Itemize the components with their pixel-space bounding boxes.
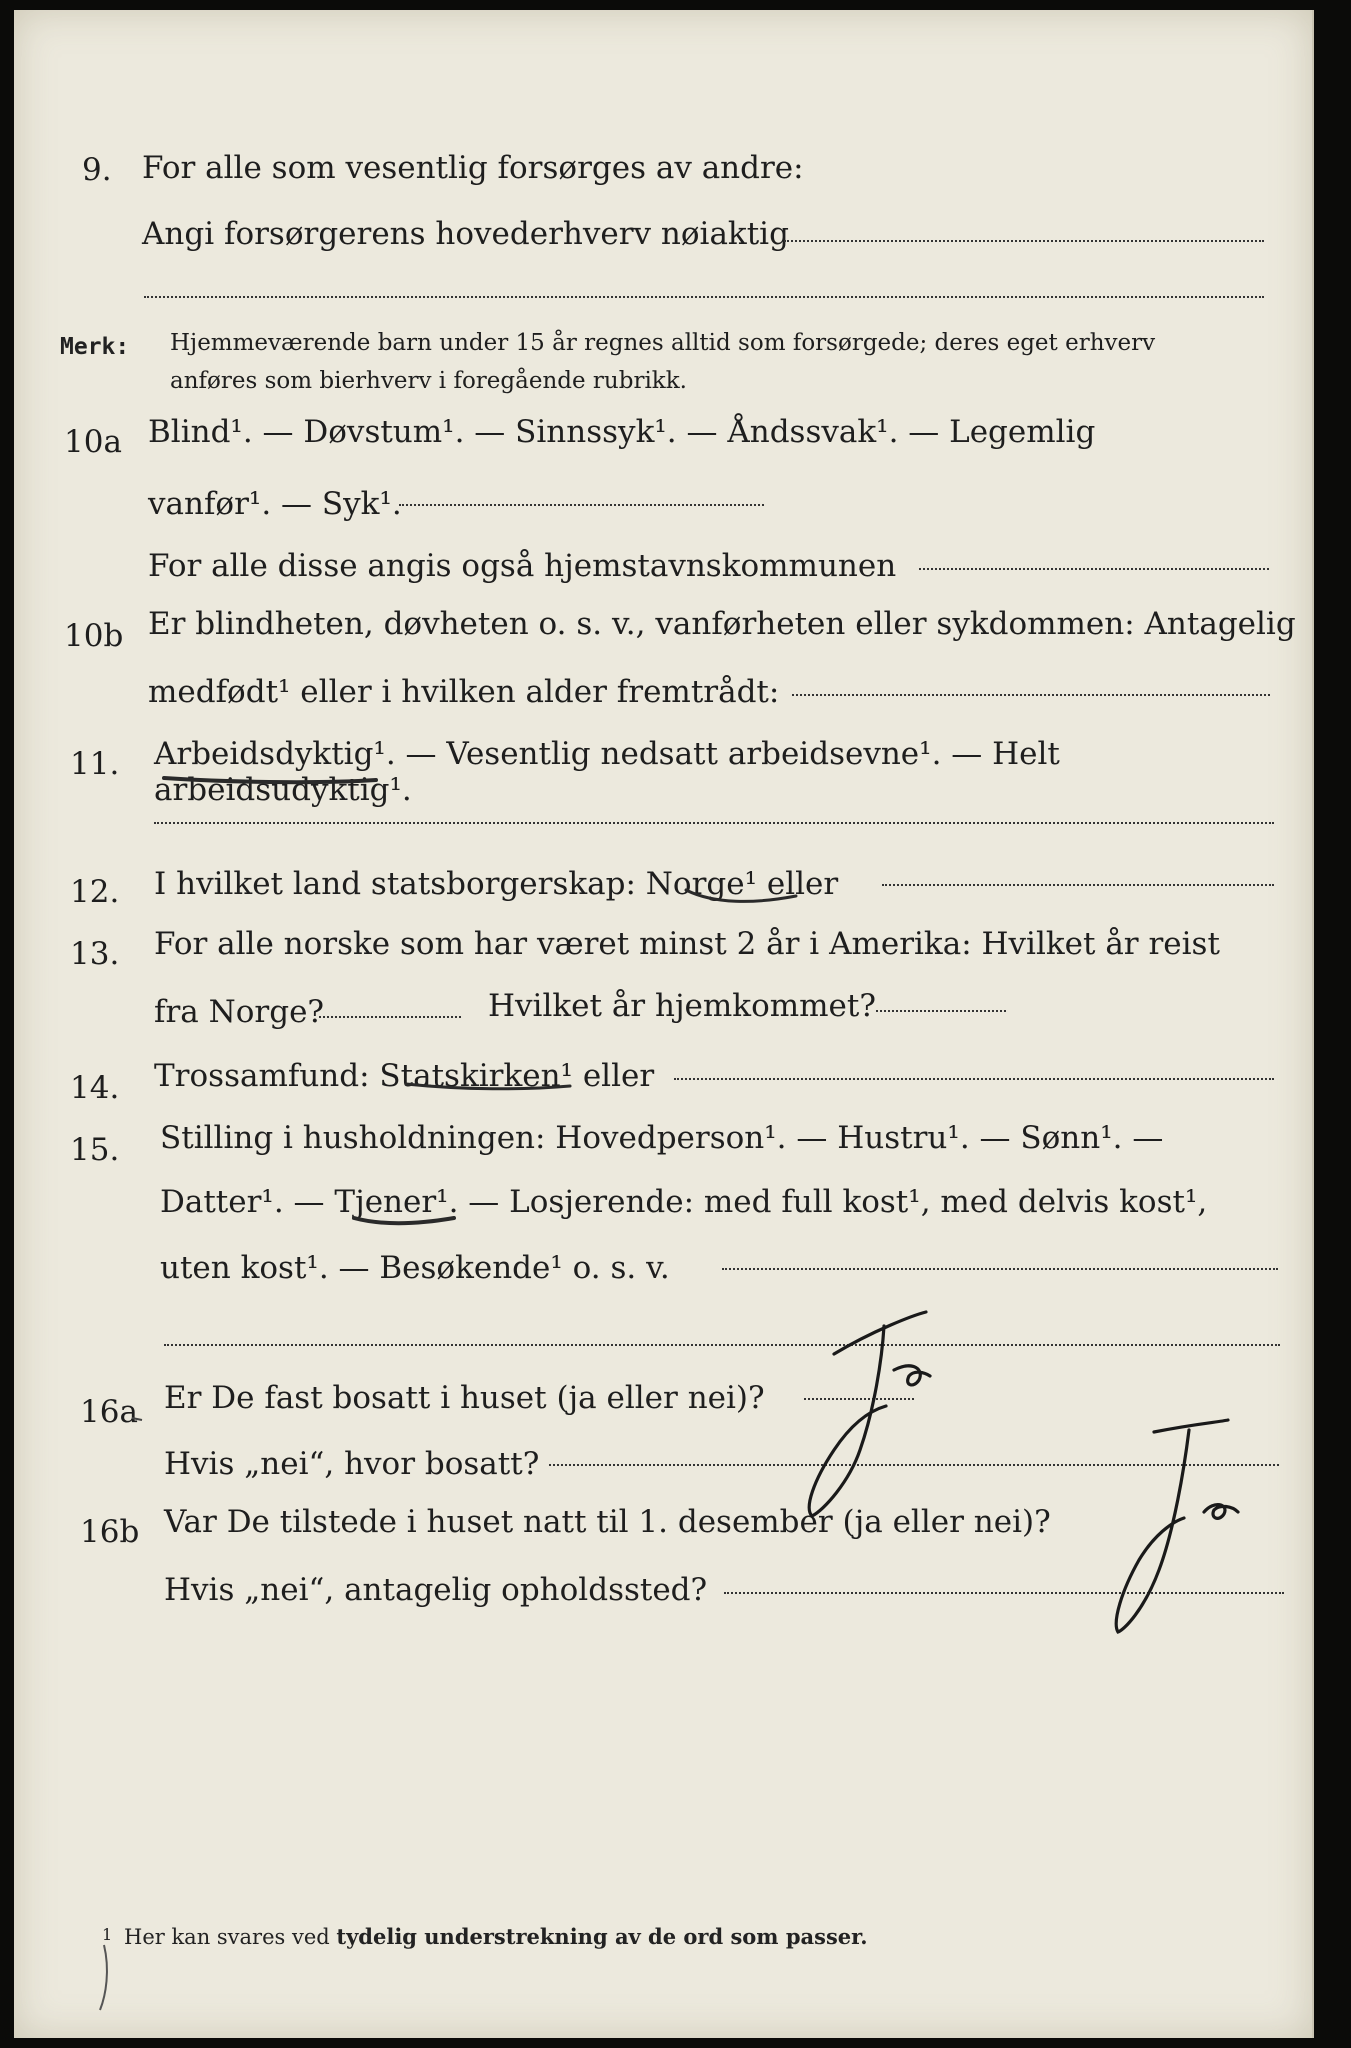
answer-ja-16a-handwriting bbox=[809, 1312, 930, 1516]
q10b-number: 10b bbox=[64, 618, 124, 654]
q10a-number: 10a bbox=[64, 424, 122, 460]
q10a-line3: For alle disse angis også hjemstavnskommunen bbox=[148, 548, 897, 584]
underline-tjener bbox=[354, 1218, 454, 1223]
q13-number: 13. bbox=[70, 936, 120, 972]
q11-line1: Arbeidsdyktig¹. — Vesentlig nedsatt arbeidsevne¹. — Helt arbeidsudyktig¹. bbox=[154, 736, 1060, 808]
q13-line1: For alle norske som har været minst 2 år i Amerika: Hvilket år reist bbox=[154, 926, 1220, 962]
footnote-text-plain: Her kan svares ved bbox=[124, 1925, 337, 1949]
q10a-line1: Blind¹. — Døvstum¹. — Sinnssyk¹. — Åndssvak¹. — Legemlig bbox=[148, 414, 1096, 450]
q16b-number: 16b bbox=[80, 1514, 140, 1550]
merk-line2: anføres som bierhverv i foregående rubrikk. bbox=[170, 368, 687, 394]
q11-number: 11. bbox=[70, 746, 120, 782]
q12-number: 12. bbox=[70, 874, 120, 910]
q16b-line1: Var De tilstede i huset natt til 1. desember (ja eller nei)? bbox=[164, 1504, 1051, 1540]
underline-norge bbox=[686, 890, 796, 901]
merk-label: Merk: bbox=[60, 334, 130, 360]
q10b-line1: Er blindheten, døvheten o. s. v., vanførheten eller sykdommen: Antagelig bbox=[148, 606, 1296, 642]
q9-line1: For alle som vesentlig forsørges av andre: bbox=[142, 150, 804, 186]
footnote-marker: 1 bbox=[102, 1925, 113, 1944]
q15-line1: Stilling i husholdningen: Hovedperson¹. — Hustru¹. — Sønn¹. — bbox=[160, 1120, 1164, 1156]
handwriting-ink bbox=[14, 10, 1312, 2038]
q10a-line2: vanfør¹. — Syk¹. bbox=[148, 486, 402, 522]
q15-number: 15. bbox=[70, 1132, 120, 1168]
q10b-line2: medfødt¹ eller i hvilken alder fremtrådt: bbox=[148, 674, 780, 710]
q16a-number: 16a bbox=[80, 1394, 138, 1430]
underline-arbeidsdyktig bbox=[164, 778, 376, 782]
q15-line3: uten kost¹. — Besøkende¹ o. s. v. bbox=[160, 1250, 670, 1286]
q9-line2: Angi forsørgerens hovederhverv nøiaktig bbox=[142, 216, 789, 252]
q12-line1: I hvilket land statsborgerskap: Norge¹ eller bbox=[154, 866, 839, 902]
q14-line1: Trossamfund: Statskirken¹ eller bbox=[154, 1058, 655, 1094]
census-form-page bbox=[14, 10, 1314, 2038]
underline-statskirken bbox=[406, 1084, 570, 1089]
footnote-text-bold: tydelig understrekning av de ord som passer. bbox=[336, 1924, 868, 1949]
q13-line2a: fra Norge? bbox=[154, 994, 325, 1030]
q9-number: 9. bbox=[82, 152, 112, 188]
answer-ja-16b-handwriting bbox=[1116, 1420, 1238, 1632]
merk-line1: Hjemmeværende barn under 15 år regnes alltid som forsørgede; deres eget erhverv bbox=[170, 330, 1156, 356]
q15-line2: Datter¹. — Tjener¹. — Losjerende: med full kost¹, med delvis kost¹, bbox=[160, 1184, 1208, 1220]
q16a-line2: Hvis „nei“, hvor bosatt? bbox=[164, 1446, 540, 1482]
q16a-line1: Er De fast bosatt i huset (ja eller nei)? bbox=[164, 1380, 765, 1416]
stray-pencil-mark bbox=[100, 1945, 107, 2010]
q14-number: 14. bbox=[70, 1070, 120, 1106]
q13-line2b: Hvilket år hjemkommet? bbox=[488, 988, 876, 1024]
q16b-line2: Hvis „nei“, antagelig opholdssted? bbox=[164, 1572, 708, 1608]
